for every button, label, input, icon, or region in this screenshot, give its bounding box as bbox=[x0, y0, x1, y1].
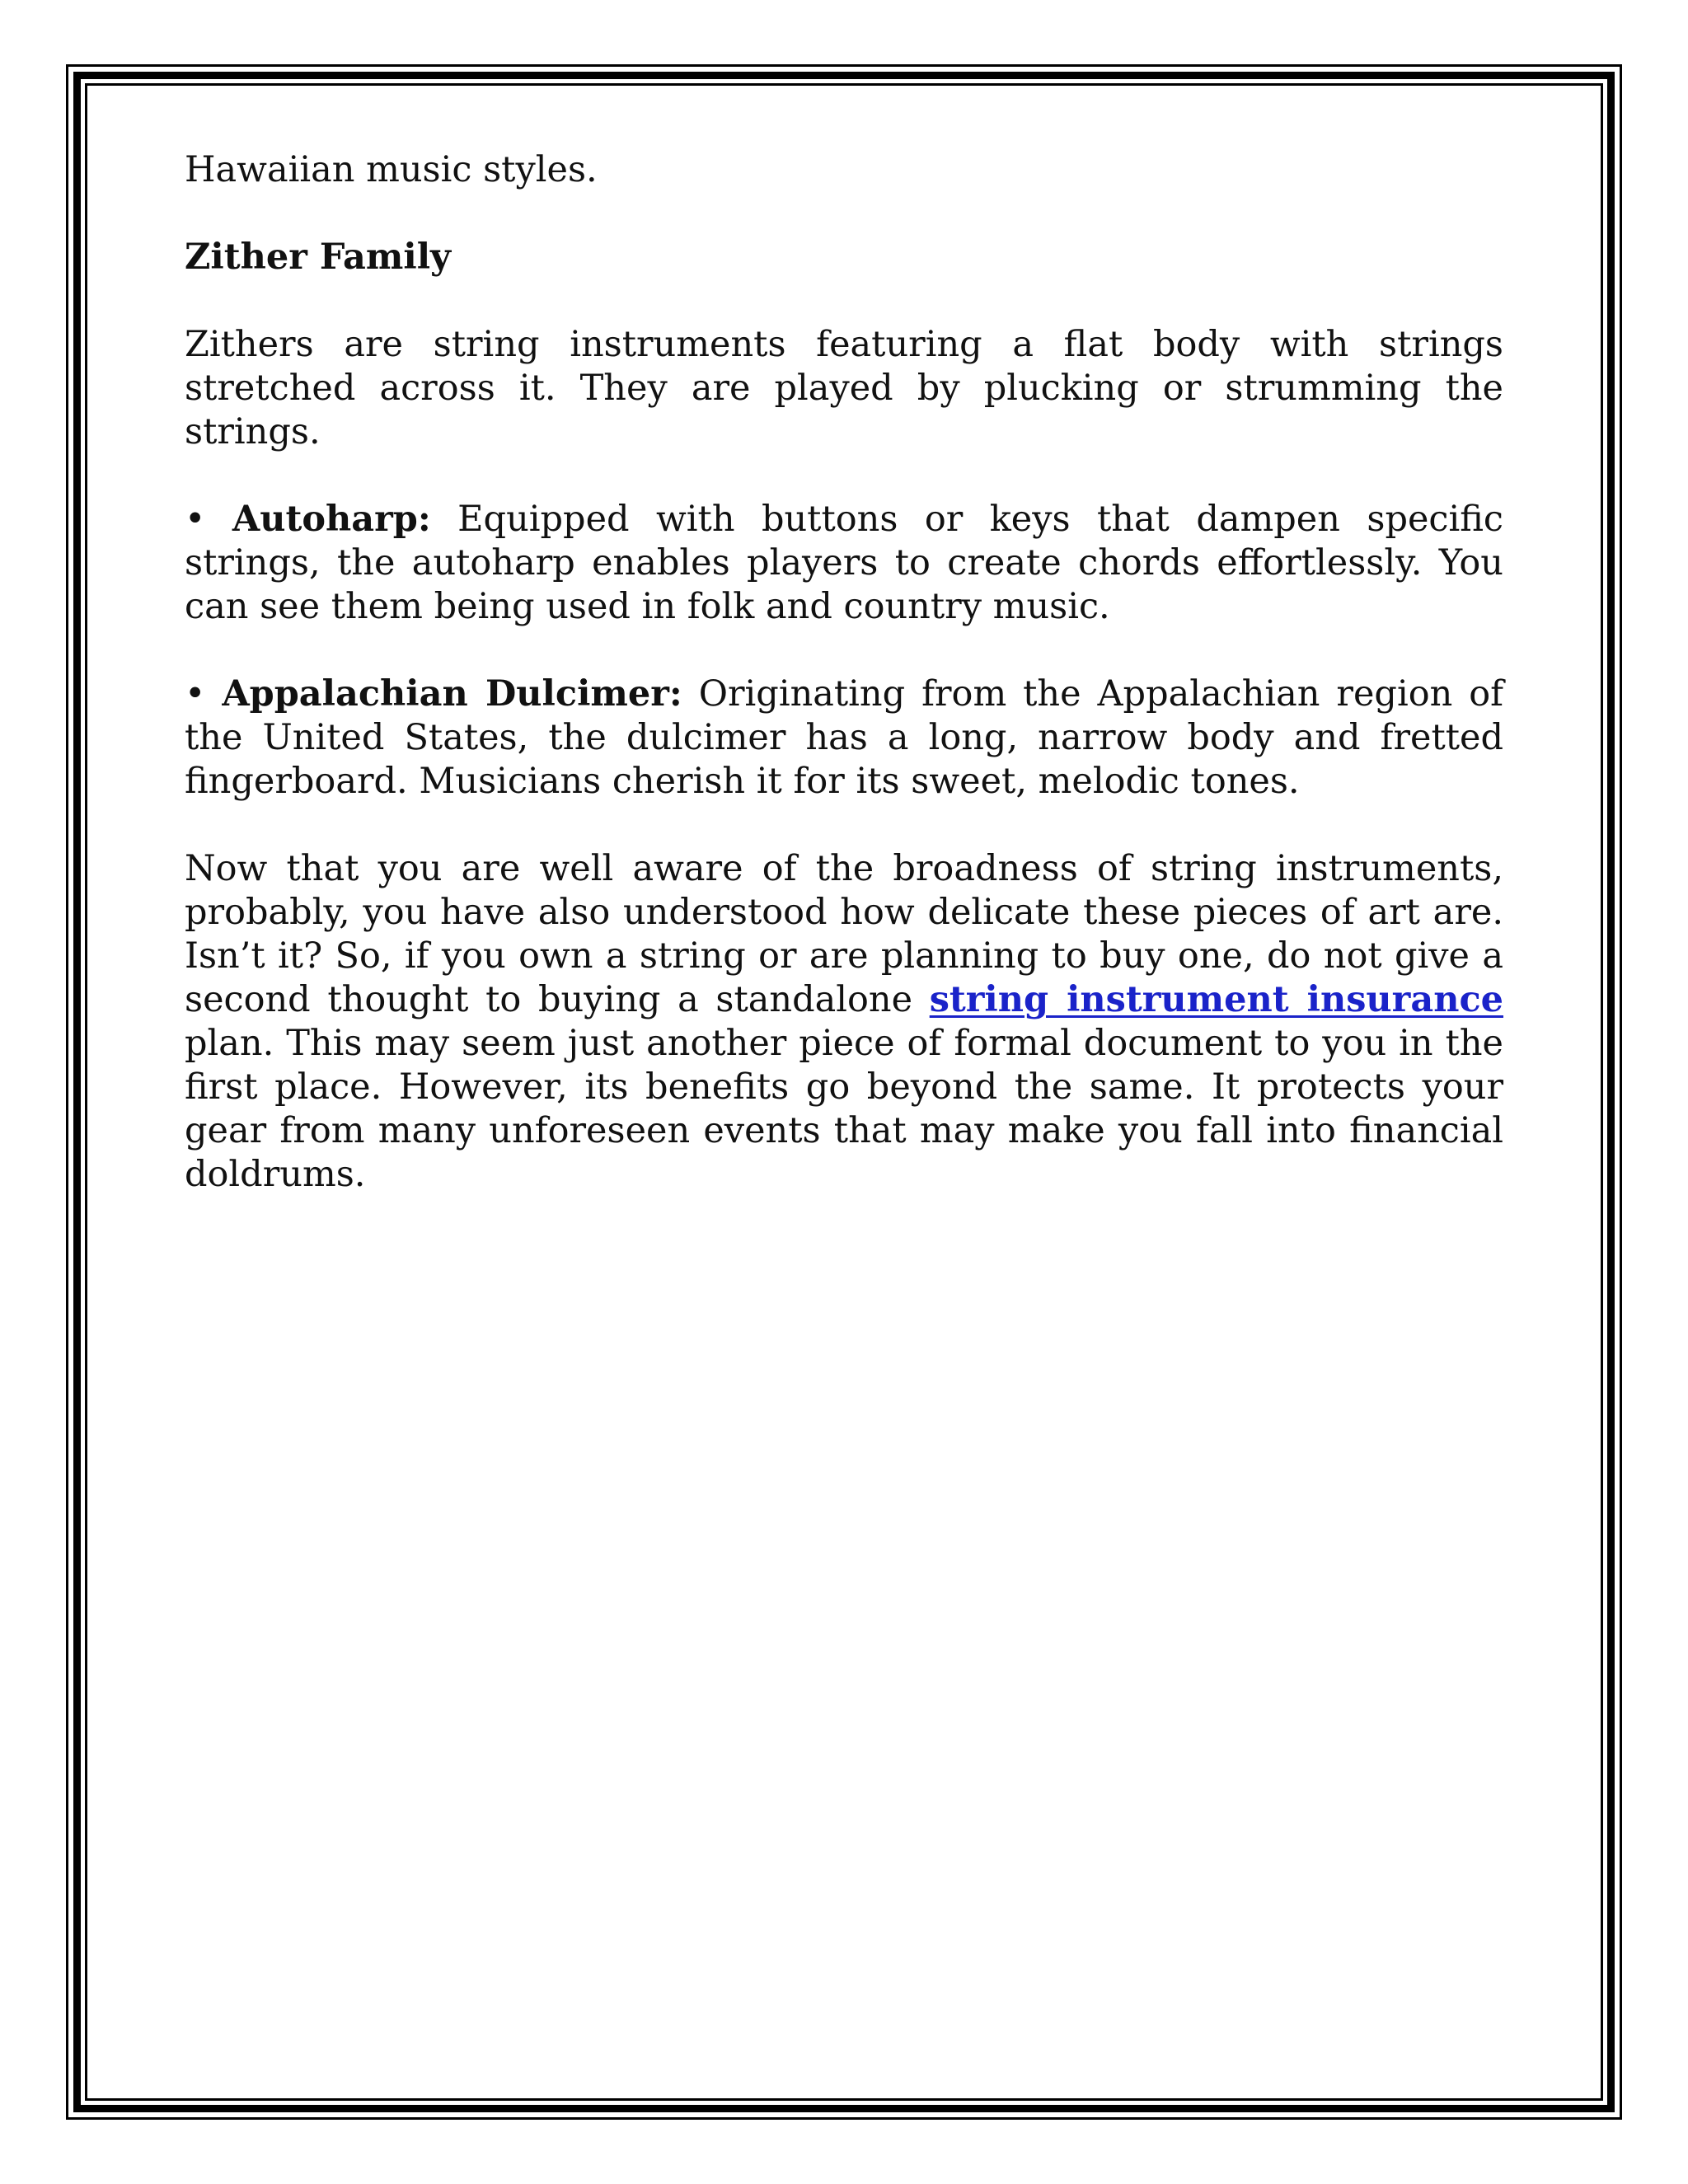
term-dulcimer: Appalachian Dulcimer: bbox=[222, 673, 682, 715]
closing-text-after-link: plan. This may seem just another piece of formal document to you in the first place. However, its benefits go beyond the same. It protects your gear from many unforeseen events that may make you fall into financial doldrums. bbox=[185, 1023, 1503, 1195]
term-autoharp: Autoharp: bbox=[232, 499, 431, 540]
list-item-autoharp bbox=[185, 498, 1503, 629]
document-body bbox=[185, 148, 1503, 1240]
list-item-dulcimer bbox=[185, 673, 1503, 804]
insurance-link[interactable]: string instrument insurance bbox=[929, 979, 1503, 1020]
section-heading: Zither Family bbox=[185, 237, 452, 278]
closing-paragraph bbox=[185, 847, 1503, 1197]
intro-fragment: Hawaiian music styles. bbox=[185, 149, 598, 190]
section-intro: Zithers are string instruments featuring a flat body with strings stretched across it. They are played by plucking or strumming the strings. bbox=[185, 324, 1503, 452]
bullet: • bbox=[185, 673, 206, 715]
description-autoharp: Equipped with buttons or keys that dampen specific strings, the autoharp enables players to create chords effortlessly. You can see them being used in folk and country music. bbox=[185, 499, 1504, 627]
bullet: • bbox=[185, 499, 206, 540]
description-dulcimer: Originating from the Appalachian region of the United States, the dulcimer has a long, narrow body and fretted fingerboard. Musicians cherish it for its sweet, melodic tones. bbox=[185, 673, 1504, 802]
closing-text-before-link: Now that you are well aware of the broadness of string instruments, probably, you have also understood how delicate these pieces of art are. Isn’t it? So, if you own a string or are planning to buy one, do not give a second thought to buying a standalone bbox=[185, 848, 1503, 1020]
